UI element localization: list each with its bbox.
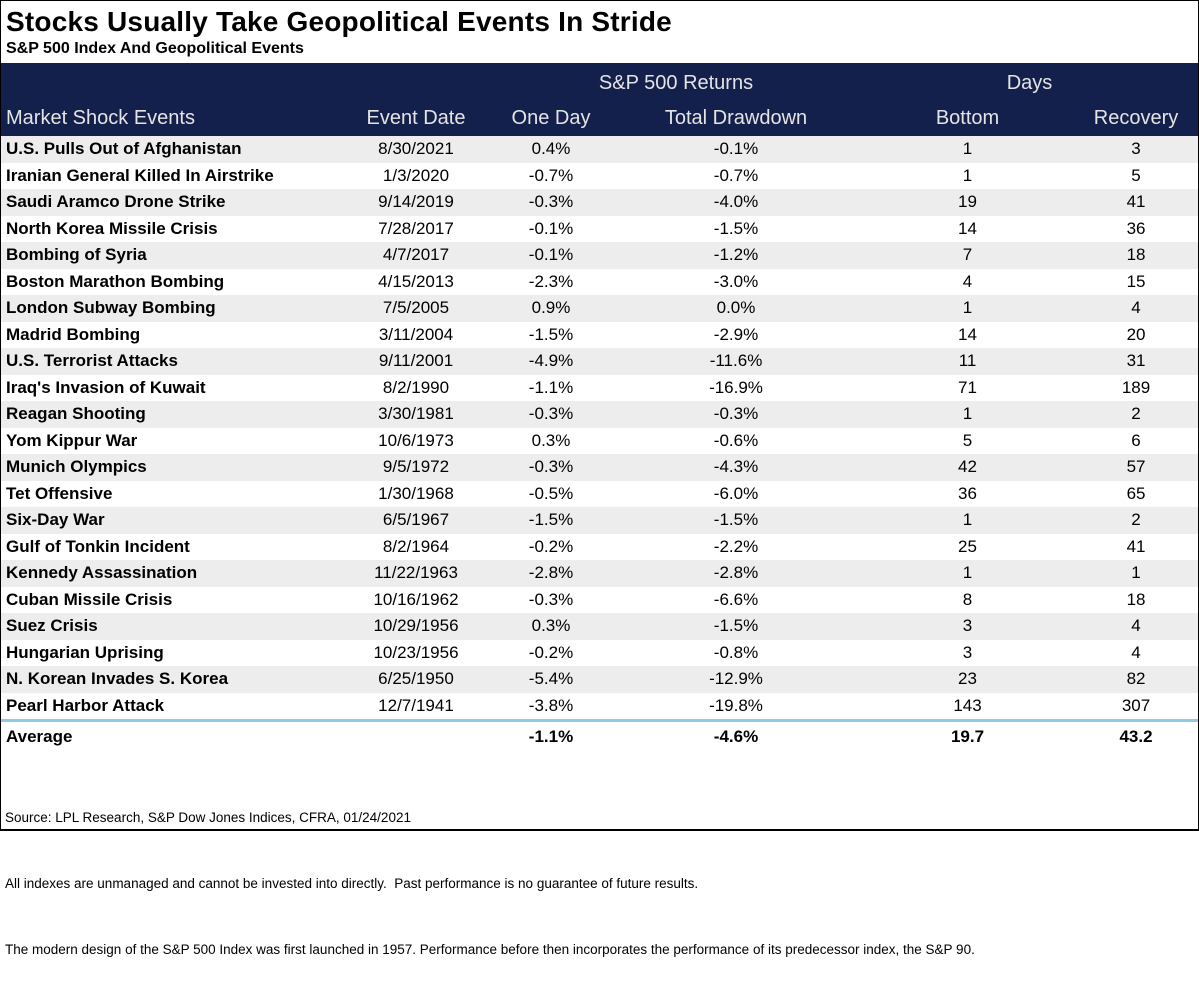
table-body — [1, 136, 1198, 721]
event-date-cell: 8/2/1990 — [382, 377, 450, 397]
one-day-cell: -2.3% — [528, 271, 574, 291]
bottom-cell: 19 — [958, 192, 977, 211]
event-date-cell: 9/14/2019 — [378, 192, 454, 211]
average-one-day-cell: -1.1% — [491, 721, 611, 752]
total-drawdown-cell: -16.9% — [709, 377, 763, 397]
recovery-cell: 4 — [1131, 298, 1141, 317]
event-cell: Pearl Harbor Attack — [6, 695, 165, 715]
event-cell: Cuban Missile Crisis — [6, 589, 173, 609]
total-drawdown-cell: -19.8% — [709, 695, 763, 715]
recovery-cell: 2 — [1131, 404, 1141, 423]
one-day-cell: 0.3% — [531, 616, 571, 635]
one-day-cell: -0.1% — [528, 218, 574, 238]
bottom-cell: 25 — [958, 536, 977, 556]
table-row — [1, 534, 1198, 561]
table-row — [1, 587, 1198, 614]
one-day-cell: -0.3% — [528, 404, 574, 423]
bottom-cell: 71 — [958, 377, 977, 397]
event-date-cell: 9/11/2001 — [378, 351, 454, 370]
column-header-total-drawdown: Total Drawdown — [611, 96, 861, 136]
recovery-cell: 36 — [1126, 218, 1146, 238]
recovery-cell: 5 — [1131, 165, 1141, 185]
total-drawdown-cell: -4.3% — [713, 457, 759, 476]
footnote-source: Source: LPL Research, S&P Dow Jones Indices, CFRA, 01/24/2021 — [5, 810, 411, 825]
table-row — [1, 481, 1198, 508]
group-header-returns: S&P 500 Returns — [491, 63, 861, 96]
one-day-cell: -0.7% — [528, 165, 574, 185]
table-row — [1, 216, 1198, 243]
table-row — [1, 507, 1198, 534]
event-date-cell: 7/5/2005 — [382, 298, 450, 317]
one-day-cell: -1.1% — [528, 377, 574, 397]
event-cell: U.S. Pulls Out of Afghanistan — [6, 139, 242, 158]
event-cell: N. Korean Invades S. Korea — [6, 669, 229, 688]
one-day-cell: -4.9% — [528, 351, 574, 370]
page-subtitle: S&P 500 Index And Geopolitical Events — [6, 40, 304, 57]
event-cell: Munich Olympics — [6, 457, 147, 476]
average-date-cell — [341, 721, 491, 752]
one-day-cell: -1.5% — [528, 324, 574, 344]
event-date-cell: 10/16/1962 — [373, 589, 459, 609]
event-cell: Saudi Aramco Drone Strike — [6, 192, 226, 211]
recovery-cell: 4 — [1131, 616, 1141, 635]
one-day-cell: -2.8% — [528, 563, 574, 582]
total-drawdown-cell: -0.6% — [713, 430, 759, 450]
bottom-cell: 3 — [962, 642, 973, 662]
total-drawdown-cell: -3.0% — [713, 271, 759, 291]
total-drawdown-cell: -2.8% — [713, 563, 759, 582]
bottom-cell: 1 — [962, 563, 973, 582]
event-cell: Gulf of Tonkin Incident — [6, 536, 190, 556]
events-table — [1, 63, 1198, 751]
recovery-cell: 4 — [1131, 642, 1141, 662]
event-cell: London Subway Bombing — [6, 298, 216, 317]
group-header-spacer — [1, 63, 491, 96]
recovery-cell: 307 — [1121, 695, 1151, 715]
one-day-cell: -0.5% — [528, 483, 574, 503]
total-drawdown-cell: 0.0% — [716, 298, 756, 317]
recovery-cell: 65 — [1126, 483, 1146, 503]
recovery-cell: 31 — [1126, 351, 1146, 370]
table-row — [1, 136, 1198, 163]
total-drawdown-cell: -11.6% — [709, 351, 763, 370]
group-header-row — [1, 63, 1198, 96]
bottom-cell: 36 — [958, 483, 977, 503]
event-date-cell: 10/6/1973 — [378, 430, 454, 450]
total-drawdown-cell: -2.2% — [713, 536, 759, 556]
recovery-cell: 3 — [1131, 139, 1141, 158]
average-row — [1, 721, 1198, 752]
event-cell: Reagan Shooting — [6, 404, 146, 423]
table-row — [1, 322, 1198, 349]
table-row — [1, 163, 1198, 190]
event-cell: Iraq's Invasion of Kuwait — [6, 377, 206, 397]
bottom-cell: 42 — [958, 457, 977, 476]
table-row — [1, 189, 1198, 216]
total-drawdown-cell: -1.5% — [713, 510, 759, 529]
bottom-cell: 1 — [962, 165, 973, 185]
event-cell: Boston Marathon Bombing — [6, 271, 225, 291]
bottom-cell: 3 — [962, 616, 973, 635]
total-drawdown-cell: -1.5% — [713, 616, 759, 635]
footnotes — [1, 751, 1198, 1005]
recovery-cell: 2 — [1131, 510, 1141, 529]
recovery-cell: 18 — [1126, 245, 1146, 264]
title-area — [1, 1, 1198, 63]
one-day-cell: -0.2% — [528, 536, 574, 556]
event-cell: Suez Crisis — [6, 616, 98, 635]
column-header-bottom: Bottom — [861, 96, 1074, 136]
average-label-cell: Average — [1, 721, 341, 752]
table-header — [1, 63, 1198, 136]
event-cell: Hungarian Uprising — [6, 642, 164, 662]
event-date-cell: 11/22/1963 — [374, 563, 458, 582]
page-title: Stocks Usually Take Geopolitical Events In Stride — [6, 6, 672, 37]
one-day-cell: -0.3% — [528, 192, 574, 211]
recovery-cell: 82 — [1126, 669, 1146, 688]
bottom-cell: 7 — [962, 245, 973, 264]
average-total-drawdown-cell: -4.6% — [611, 721, 861, 752]
table-row — [1, 560, 1198, 587]
group-header-days: Days — [861, 63, 1198, 96]
column-header-recovery: Recovery — [1074, 96, 1198, 136]
total-drawdown-cell: -0.1% — [713, 139, 759, 158]
column-header-one-day: One Day — [491, 96, 611, 136]
total-drawdown-cell: -0.7% — [713, 165, 759, 185]
table-row — [1, 242, 1198, 269]
event-cell: Madrid Bombing — [6, 324, 141, 344]
table-row — [1, 454, 1198, 481]
event-cell: Kennedy Assassination — [6, 563, 198, 582]
bottom-cell: 14 — [958, 324, 977, 344]
event-cell: Yom Kippur War — [6, 430, 138, 450]
event-date-cell: 12/7/1941 — [378, 695, 454, 715]
one-day-cell: 0.3% — [531, 430, 571, 450]
event-date-cell: 6/25/1950 — [378, 669, 454, 688]
average-recovery-cell: 43.2 — [1074, 721, 1198, 752]
event-date-cell: 3/30/1981 — [378, 404, 454, 423]
one-day-cell: -0.1% — [528, 245, 574, 264]
one-day-cell: -0.3% — [528, 589, 574, 609]
footnote-disclaimer: All indexes are unmanaged and cannot be invested into directly. Past performance is no guarantee of future results. — [5, 876, 699, 891]
bottom-cell: 23 — [958, 669, 977, 688]
total-drawdown-cell: -4.0% — [713, 192, 759, 211]
bottom-cell: 1 — [962, 298, 973, 317]
total-drawdown-cell: -2.9% — [713, 324, 759, 344]
total-drawdown-cell: -0.3% — [713, 404, 759, 423]
total-drawdown-cell: -6.6% — [713, 589, 759, 609]
event-date-cell: 6/5/1967 — [382, 510, 450, 529]
event-cell: Tet Offensive — [6, 483, 113, 503]
bottom-cell: 4 — [962, 271, 973, 291]
one-day-cell: -5.4% — [528, 669, 574, 688]
one-day-cell: 0.9% — [531, 298, 571, 317]
recovery-cell: 57 — [1126, 457, 1146, 476]
table-row — [1, 428, 1198, 455]
event-date-cell: 4/7/2017 — [382, 245, 450, 264]
event-date-cell: 3/11/2004 — [378, 324, 454, 344]
recovery-cell: 41 — [1126, 192, 1146, 211]
bottom-cell: 143 — [953, 695, 982, 715]
event-cell: Six-Day War — [6, 510, 105, 529]
recovery-cell: 15 — [1126, 271, 1146, 291]
recovery-cell: 1 — [1131, 563, 1141, 582]
recovery-cell: 6 — [1131, 430, 1141, 450]
event-cell: North Korea Missile Crisis — [6, 218, 218, 238]
event-date-cell: 10/23/1956 — [373, 642, 459, 662]
bottom-cell: 1 — [962, 139, 973, 158]
bottom-cell: 8 — [962, 589, 973, 609]
event-date-cell: 8/2/1964 — [382, 536, 450, 556]
average-bottom-cell: 19.7 — [861, 721, 1074, 752]
event-cell: U.S. Terrorist Attacks — [6, 351, 178, 370]
column-header-row — [1, 96, 1198, 136]
event-date-cell: 1/30/1968 — [378, 483, 454, 503]
table-row — [1, 375, 1198, 402]
bottom-cell: 5 — [962, 430, 973, 450]
bottom-cell: 1 — [962, 510, 973, 529]
footnote-index-history: The modern design of the S&P 500 Index was first launched in 1957. Performance before then incorporates the performance of its predecessor index, the S&P 90. — [5, 942, 975, 957]
bottom-cell: 11 — [958, 351, 977, 370]
event-date-cell: 9/5/1972 — [382, 457, 450, 476]
table-row — [1, 613, 1198, 640]
table-row — [1, 640, 1198, 667]
table-footer — [1, 721, 1198, 752]
bottom-cell: 1 — [962, 404, 973, 423]
table-row — [1, 401, 1198, 428]
recovery-cell: 189 — [1121, 377, 1151, 397]
event-date-cell: 7/28/2017 — [378, 218, 454, 238]
recovery-cell: 41 — [1126, 536, 1146, 556]
total-drawdown-cell: -1.2% — [713, 245, 759, 264]
bottom-cell: 14 — [958, 218, 977, 238]
event-cell: Bombing of Syria — [6, 245, 147, 264]
total-drawdown-cell: -6.0% — [713, 483, 759, 503]
event-date-cell: 4/15/2013 — [378, 271, 454, 291]
event-cell: Iranian General Killed In Airstrike — [6, 165, 274, 185]
recovery-cell: 20 — [1126, 324, 1146, 344]
total-drawdown-cell: -0.8% — [713, 642, 759, 662]
total-drawdown-cell: -12.9% — [709, 669, 763, 688]
table-row — [1, 269, 1198, 296]
table-row — [1, 348, 1198, 375]
event-date-cell: 10/29/1956 — [373, 616, 459, 635]
recovery-cell: 18 — [1126, 589, 1146, 609]
table-row — [1, 693, 1198, 721]
table-row — [1, 666, 1198, 693]
event-date-cell: 1/3/2020 — [382, 165, 450, 185]
column-header-event-date: Event Date — [341, 96, 491, 136]
one-day-cell: -3.8% — [528, 695, 574, 715]
one-day-cell: 0.4% — [531, 139, 571, 158]
table-row — [1, 295, 1198, 322]
one-day-cell: -0.3% — [528, 457, 574, 476]
one-day-cell: -0.2% — [528, 642, 574, 662]
event-date-cell: 8/30/2021 — [378, 139, 454, 158]
column-header-market-shock-events: Market Shock Events — [1, 96, 341, 136]
total-drawdown-cell: -1.5% — [713, 218, 759, 238]
one-day-cell: -1.5% — [528, 510, 574, 529]
